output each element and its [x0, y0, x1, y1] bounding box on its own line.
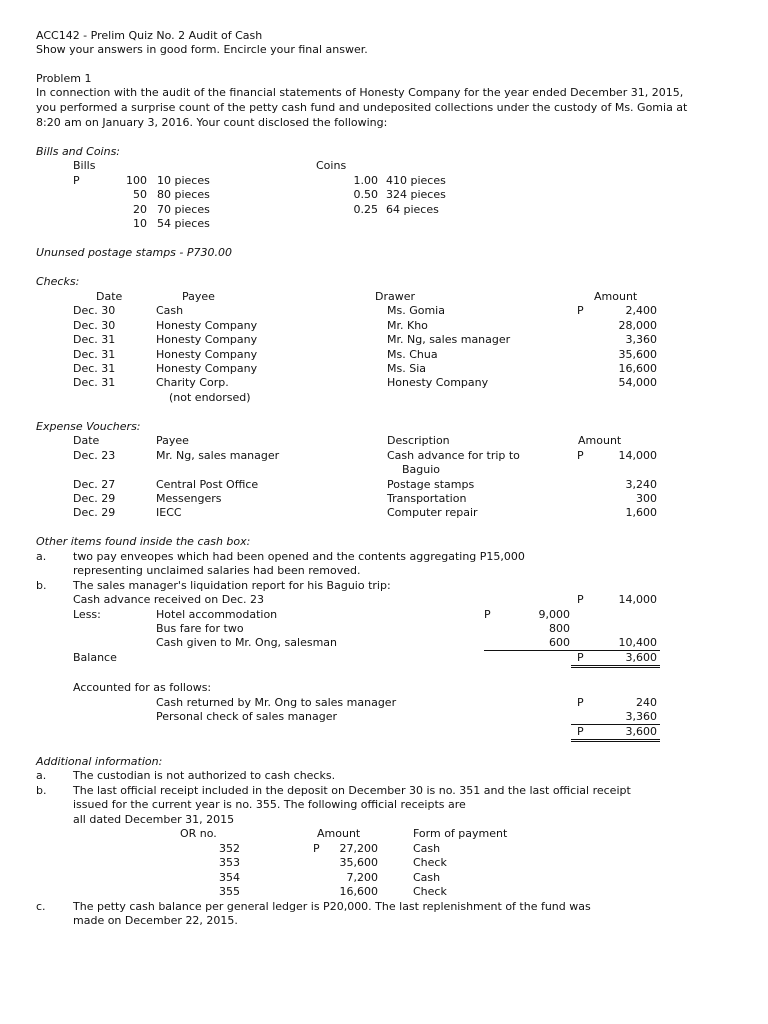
vouchers-col-payee: Payee [156, 434, 189, 447]
accounted-total: 3,600 [625, 725, 657, 738]
less-item-label: Hotel accommodation [156, 608, 278, 621]
item-text: The petty cash balance per general ledger is P20,000. The last replenishment of the fund was [73, 900, 591, 913]
or-col-form: Form of payment [413, 827, 508, 840]
or-number: 353 [219, 856, 240, 869]
item-label: a. [36, 550, 47, 563]
peso-sign: P [577, 449, 584, 462]
check-payee: Honesty Company [156, 348, 258, 361]
advance-label: Cash advance received on Dec. 23 [73, 593, 265, 606]
peso-sign: P [577, 593, 584, 606]
check-drawer: Mr. Kho [387, 319, 428, 332]
less-item-label: Bus fare for two [156, 622, 244, 635]
check-date: Dec. 31 [73, 362, 116, 375]
voucher-payee: Mr. Ng, sales manager [156, 449, 280, 462]
vouchers-col-date: Date [73, 434, 100, 447]
or-form: Cash [413, 842, 441, 855]
problem-label: Problem 1 [36, 72, 92, 85]
item-text: representing unclaimed salaries had been removed. [73, 564, 361, 577]
voucher-description-cont: Baguio [402, 463, 441, 476]
problem-intro-line: 8:20 am on January 3, 2016. Your count disclosed the following: [36, 116, 388, 129]
coin-quantity: 64 pieces [386, 203, 439, 216]
coin-denomination: 0.25 [353, 203, 378, 216]
double-underline [571, 739, 660, 740]
less-total: 10,400 [618, 636, 657, 649]
check-amount: 2,400 [625, 304, 657, 317]
check-amount: 3,360 [625, 333, 657, 346]
voucher-payee: IECC [156, 506, 182, 519]
bill-denomination: 50 [133, 188, 147, 201]
item-text: The last official receipt included in the deposit on December 30 is no. 351 and the last official receipt [73, 784, 631, 797]
or-form: Check [413, 885, 447, 898]
voucher-payee: Central Post Office [156, 478, 259, 491]
check-drawer: Honesty Company [387, 376, 489, 389]
item-text: issued for the current year is no. 355. The following official receipts are [73, 798, 466, 811]
bill-quantity: 54 pieces [157, 217, 210, 230]
less-label: Less: [73, 608, 101, 621]
problem-intro-line: you performed a surprise count of the petty cash fund and undeposited collections under the custody of Ms. Gomia at [36, 101, 688, 114]
check-payee: Charity Corp. [156, 376, 229, 389]
check-drawer: Mr. Ng, sales manager [387, 333, 511, 346]
double-underline [571, 665, 660, 666]
check-drawer: Ms. Gomia [387, 304, 445, 317]
item-text: The sales manager's liquidation report for his Baguio trip: [73, 579, 391, 592]
check-payee: Honesty Company [156, 362, 258, 375]
problem-intro-line: In connection with the audit of the financial statements of Honesty Company for the year ended December 31, 2015, [36, 86, 684, 99]
check-note: (not endorsed) [169, 391, 251, 404]
peso-sign: P [577, 725, 584, 738]
accounted-item-amount: 240 [636, 696, 657, 709]
or-col-amount: Amount [317, 827, 361, 840]
peso-sign: P [577, 696, 584, 709]
bills-label: Bills [73, 159, 96, 172]
bill-denomination: 10 [133, 217, 147, 230]
voucher-amount: 3,240 [625, 478, 657, 491]
bill-denomination: 100 [126, 174, 147, 187]
or-amount: 16,600 [339, 885, 378, 898]
voucher-date: Dec. 29 [73, 492, 116, 505]
check-payee: Honesty Company [156, 319, 258, 332]
accounted-item-label: Personal check of sales manager [156, 710, 338, 723]
checks-col-amount: Amount [594, 290, 638, 303]
check-amount: 16,600 [618, 362, 657, 375]
or-number: 354 [219, 871, 240, 884]
bill-quantity: 70 pieces [157, 203, 210, 216]
check-date: Dec. 31 [73, 348, 116, 361]
checks-col-date: Date [96, 290, 123, 303]
balance-label: Balance [73, 651, 117, 664]
less-item-amount: 800 [549, 622, 570, 635]
instructions: Show your answers in good form. Encircle your final answer. [36, 43, 368, 56]
peso-sign: P [313, 842, 320, 855]
check-payee: Honesty Company [156, 333, 258, 346]
check-amount: 35,600 [618, 348, 657, 361]
bill-quantity: 10 pieces [157, 174, 210, 187]
or-col-number: OR no. [180, 827, 217, 840]
check-drawer: Ms. Sia [387, 362, 426, 375]
or-number: 352 [219, 842, 240, 855]
check-amount: 54,000 [618, 376, 657, 389]
less-item-label: Cash given to Mr. Ong, salesman [156, 636, 338, 649]
item-label: b. [36, 579, 47, 592]
less-item-amount: 9,000 [538, 608, 570, 621]
item-text: made on December 22, 2015. [73, 914, 238, 927]
accounted-item-amount: 3,360 [625, 710, 657, 723]
check-date: Dec. 30 [73, 304, 116, 317]
or-amount: 7,200 [346, 871, 378, 884]
voucher-description: Postage stamps [387, 478, 475, 491]
check-drawer: Ms. Chua [387, 348, 438, 361]
vouchers-heading: Expense Vouchers: [36, 420, 141, 433]
voucher-amount: 300 [636, 492, 657, 505]
accounted-label: Accounted for as follows: [73, 681, 212, 694]
or-amount: 27,200 [339, 842, 378, 855]
voucher-date: Dec. 27 [73, 478, 116, 491]
postage-stamps: Ununsed postage stamps - P730.00 [36, 246, 232, 259]
voucher-amount: 14,000 [618, 449, 657, 462]
peso-sign: P [577, 304, 584, 317]
coin-quantity: 410 pieces [386, 174, 446, 187]
other-items-heading: Other items found inside the cash box: [36, 535, 251, 548]
vouchers-col-amount: Amount [578, 434, 622, 447]
coin-quantity: 324 pieces [386, 188, 446, 201]
checks-heading: Checks: [36, 275, 80, 288]
bill-quantity: 80 pieces [157, 188, 210, 201]
voucher-description: Transportation [387, 492, 467, 505]
accounted-item-label: Cash returned by Mr. Ong to sales manager [156, 696, 397, 709]
check-payee: Cash [156, 304, 184, 317]
voucher-date: Dec. 29 [73, 506, 116, 519]
bills-coins-heading: Bills and Coins: [36, 145, 121, 158]
check-date: Dec. 31 [73, 333, 116, 346]
peso-sign: P [484, 608, 491, 621]
check-date: Dec. 30 [73, 319, 116, 332]
double-underline [571, 741, 660, 742]
voucher-amount: 1,600 [625, 506, 657, 519]
balance-amount: 3,600 [625, 651, 657, 664]
item-text: two pay enveopes which had been opened and the contents aggregating P15,000 [73, 550, 525, 563]
item-label: b. [36, 784, 47, 797]
voucher-date: Dec. 23 [73, 449, 116, 462]
checks-col-drawer: Drawer [375, 290, 416, 303]
peso-sign: P [73, 174, 80, 187]
checks-col-payee: Payee [182, 290, 215, 303]
voucher-description: Computer repair [387, 506, 478, 519]
item-label: a. [36, 769, 47, 782]
advance-amount: 14,000 [618, 593, 657, 606]
item-text: all dated December 31, 2015 [73, 813, 235, 826]
additional-heading: Additional information: [36, 755, 163, 768]
voucher-description: Cash advance for trip to [387, 449, 520, 462]
bill-denomination: 20 [133, 203, 147, 216]
quiz-title: ACC142 - Prelim Quiz No. 2 Audit of Cash [36, 29, 263, 42]
peso-sign: P [577, 651, 584, 664]
or-number: 355 [219, 885, 240, 898]
or-form: Cash [413, 871, 441, 884]
check-amount: 28,000 [618, 319, 657, 332]
check-date: Dec. 31 [73, 376, 116, 389]
less-item-amount: 600 [549, 636, 570, 649]
item-text: The custodian is not authorized to cash checks. [73, 769, 336, 782]
coins-label: Coins [316, 159, 347, 172]
voucher-payee: Messengers [156, 492, 222, 505]
double-underline [571, 667, 660, 668]
vouchers-col-description: Description [387, 434, 450, 447]
coin-denomination: 0.50 [353, 188, 378, 201]
item-label: c. [36, 900, 46, 913]
or-form: Check [413, 856, 447, 869]
or-amount: 35,600 [339, 856, 378, 869]
coin-denomination: 1.00 [353, 174, 378, 187]
